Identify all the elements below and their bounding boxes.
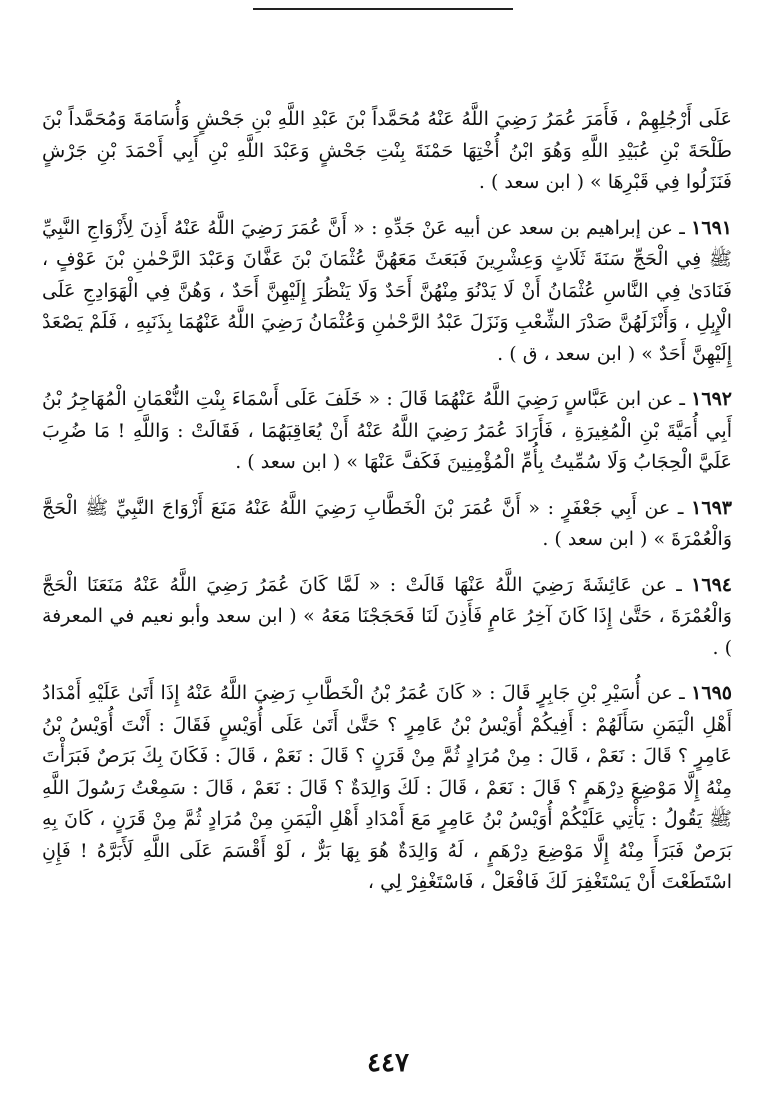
page-body	[42, 104, 732, 899]
page-number: ٤٤٧	[367, 1048, 409, 1078]
paragraph-text: ـ عن أُسَيْرِ بْنِ جَابِرٍ قَالَ : « كَانَ عُمَرُ بْنُ الْخَطَّابِ رَضِيَ اللَّهُ عَنْهُ إِذَا أَتَىٰ عَلَيْهِ أَمْدَادُ أَهْلِ الْيَمَنِ سَأَلَهُمْ : أَفِيكُمْ أُوَيْسُ بْنُ عَامِرٍ ؟ حَتَّىٰ أَتَىٰ عَلَى أُوَيْسٍ فَقَالَ : أَنْتَ أُوَيْسُ بْنُ عَامِرٍ ؟ قَالَ : نَعَمْ ، قَالَ : مِنْ مُرَادٍ ثُمَّ مِنْ قَرَنٍ ؟ قَالَ : نَعَمْ ، قَالَ : فَكَانَ بِكَ بَرَصٌ فَبَرَأْتَ مِنْهُ إِلَّا مَوْضِعَ دِرْهَمٍ ؟ قَالَ : نَعَمْ ، قَالَ : لَكَ وَالِدَةٌ ؟ قَالَ : نَعَمْ ، قَالَ : سَمِعْتُ رَسُولَ اللَّهِ ﷺ يَقُولُ : يَأْتِي عَلَيْكُمْ أُوَيْسُ بْنُ عَامِرٍ مَعَ أَمْدَادِ أَهْلِ الْيَمَنِ مِنْ مُرَادٍ ثُمَّ مِنْ قَرَنٍ ، كَانَ بِهِ بَرَصٌ فَبَرَأَ مِنْهُ إِلَّا مَوْضِعَ دِرْهَمٍ ، لَهُ وَالِدَةٌ هُوَ بِهَا بَرٌّ ، لَوْ أَقْسَمَ عَلَى اللَّهِ لَأَبَرَّهُ ! فَإِنِ اسْتَطَعْتَ أَنْ يَسْتَغْفِرَ لَكَ فَافْعَلْ ، فَاسْتَغْفِرْ لِي ،	[42, 682, 733, 893]
paragraph-1691	[42, 213, 732, 371]
paragraph-text: ـ عن أَبِي جَعْفَرٍ : « أَنَّ عُمَرَ بْنَ الْخَطَّابِ رَضِيَ اللَّهُ عَنْهُ مَنَعَ أَزْوَاجَ النَّبِيِّ ﷺ الْحَجَّ وَالْعُمْرَةَ » ( ابن سعد ) .	[42, 496, 732, 550]
paragraph-text: ـ عن إبراهيم بن سعد عن أبيه عَنْ جَدِّهِ : « أَنَّ عُمَرَ رَضِيَ اللَّهُ عَنْهُ أَذِنَ لِأَزْوَاجِ النَّبِيِّ ﷺ فِي الْحَجِّ سَنَةَ ثَلَاثٍ وَعِشْرِينَ فَبَعَثَ مَعَهُنَّ عُثْمَانَ بْنَ عَفَّانَ وَعَبْدَ الرَّحْمٰنِ بْنَ عَوْفٍ ، فَنَادَىٰ فِي النَّاسِ عُثْمَانُ أَنْ لَا يَدْنُوَ مِنْهُنَّ أَحَدٌ وَلَا يَنْظُرَ إِلَيْهِنَّ أَحَدٌ ، وَهُنَّ فِي الْهَوَادِجِ عَلَى الْإِبِلِ ، وَأَنْزَلَهُنَّ صَدْرَ الشِّعْبِ وَنَزَلَ عَبْدُ الرَّحْمٰنِ وَعُثْمَانُ رَضِيَ اللَّهُ عَنْهُمَا بِذَنَبِهِ ، فَلَمْ يَصْعَدْ إِلَيْهِنَّ أَحَدٌ » ( ابن سعد ، ق ) .	[42, 216, 732, 365]
paragraph-text: ـ عن ابن عَبَّاسٍ رَضِيَ اللَّهُ عَنْهُمَا قَالَ : « خَلَفَ عَلَى أَسْمَاءَ بِنْتِ النُّعْمَانِ الْمُهَاجِرُ بْنُ أَبِي أُمَيَّةَ بْنِ الْمُغِيرَةِ ، فَأَرَادَ عُمَرُ رَضِيَ اللَّهُ عَنْهُ أَنْ يُعَاقِبَهُمَا ، فَقَالَتْ : وَاللَّهِ ! مَا ضُرِبَ عَلَيَّ الْحِجَابُ وَلَا سُمِّيتُ بِأُمِّ الْمُؤْمِنِينَ فَكَفَّ عَنْهَا » ( ابن سعد ) .	[42, 388, 732, 473]
hadith-number: ١٦٩٣	[691, 496, 732, 519]
paragraph-1695	[42, 678, 732, 899]
hadith-number: ١٦٩١	[691, 216, 732, 239]
paragraph-text: ـ عن عَائِشَةَ رَضِيَ اللَّهُ عَنْهَا قَالَتْ : « لَمَّا كَانَ عُمَرُ رَضِيَ اللَّهُ عَنْهُ مَنَعَنَا الْحَجَّ وَالْعُمْرَةَ ، حَتَّىٰ إِذَا كَانَ آخِرُ عَامٍ فَأَذِنَ لَنَا فَحَجَجْنَا مَعَهُ » ( ابن سعد وأبو نعيم في المعرفة ) .	[42, 573, 732, 659]
paragraph-text: عَلَى أَرْجُلِهِمْ ، فَأَمَرَ عُمَرُ رَضِيَ اللَّهُ عَنْهُ مُحَمَّداً بْنَ عَبْدِ اللَّهِ بْنِ جَحْشٍ وَأُسَامَةَ وَمُحَمَّداً بْنَ طَلْحَةَ بْنِ عُبَيْدِ اللَّهِ وَهُوَ ابْنُ أُخْتِهَا حَمْنَةَ بِنْتِ جَحْشٍ وَعَبْدَ اللَّهِ بْنِ أَبِي أَحْمَدَ بْنِ جَرْشٍ فَنَزَلُوا فِي قَبْرِهَا » ( ابن سعد ) .	[42, 108, 732, 193]
hadith-number: ١٦٩٥	[691, 682, 732, 704]
hadith-number: ١٦٩٤	[691, 573, 732, 596]
paragraph-1693	[42, 493, 732, 556]
paragraph-1694	[42, 570, 732, 665]
top-rule	[253, 8, 513, 10]
paragraph-1692	[42, 384, 732, 479]
paragraph-continuation	[42, 104, 732, 199]
hadith-number: ١٦٩٢	[691, 388, 732, 410]
